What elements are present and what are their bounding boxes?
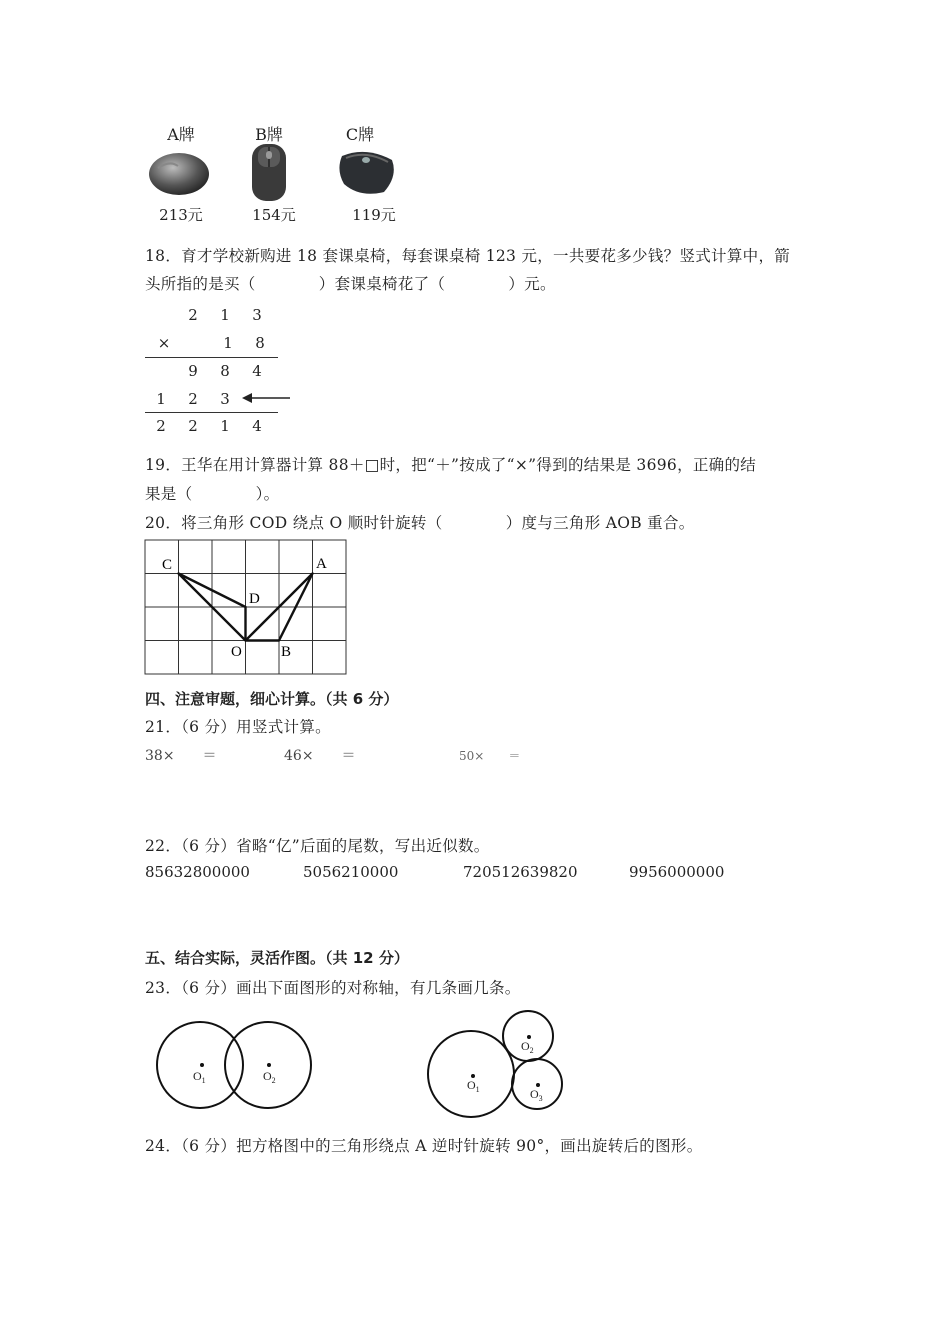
- mouse-c-image: [336, 146, 398, 198]
- q21-text: 21．（6 分）用竖式计算。: [145, 718, 331, 736]
- label-a: A: [316, 556, 327, 572]
- calc-digit: 8: [255, 334, 265, 352]
- mouse-b-price: 154元: [252, 206, 296, 224]
- section5-heading: 五、结合实际，灵活作图。（共 12 分）: [145, 949, 409, 967]
- calc-row1: [177, 306, 273, 324]
- q18-line2: 头所指的是买（ ）套课桌椅花了（ ）元。: [145, 275, 556, 293]
- q18-line1: 18．育才学校新购进 18 套课桌椅，每套课桌椅 123 元，一共要花多少钱？竖式计算中，箭: [145, 247, 791, 265]
- calc-digit: 2: [188, 417, 198, 435]
- mouse-a-label: A牌: [167, 125, 195, 144]
- mouse-a-price: 213元: [159, 206, 203, 224]
- mouse-c-label: C牌: [345, 125, 375, 144]
- calc-digit: 9: [188, 362, 198, 380]
- circle-large-o1: [428, 1031, 514, 1117]
- calc-digit: 2: [188, 390, 198, 408]
- svg-text:O1: $O_1$: [193, 1069, 206, 1085]
- calc-digit: 3: [220, 390, 230, 408]
- mouse-a-image: [148, 150, 214, 200]
- calc-digit: 1: [156, 390, 166, 408]
- q24-text: 24．（6 分）把方格图中的三角形绕点 A 逆时针旋转 90°，画出旋转后的图形。: [145, 1137, 703, 1155]
- q22-number-2: 5056210000: [303, 863, 399, 881]
- calc-digit: 1: [220, 417, 230, 435]
- calc-row5: [145, 417, 273, 435]
- label-b: B: [281, 644, 292, 660]
- q22-number-1: 85632800000: [145, 863, 250, 881]
- q22-text: 22．（6 分）省略“亿”后面的尾数，写出近似数。: [145, 837, 490, 855]
- label-d: D: [249, 591, 260, 607]
- label-c: C: [162, 557, 173, 573]
- q20-text: 20．将三角形 COD 绕点 O 顺时针旋转（ ）度与三角形 AOB 重合。: [145, 514, 695, 532]
- mouse-b-image: [250, 143, 290, 203]
- calc-line-1: [145, 357, 278, 358]
- multiply-sign: ×: [157, 334, 171, 352]
- q23-text: 23．（6 分）画出下面图形的对称轴，有几条画几条。: [145, 979, 521, 997]
- calc-row3: [177, 362, 273, 380]
- q21-expr-1: 38× ＝: [145, 748, 217, 764]
- svg-text:O2: $O_2$: [521, 1039, 534, 1055]
- calc-digit: 3: [252, 306, 262, 324]
- q21-expr-2: 46× ＝: [284, 748, 356, 764]
- q22-number-3: 720512639820: [463, 863, 578, 881]
- svg-text:O2: $O_2$: [263, 1069, 276, 1085]
- q19-line1: 19．王华在用计算器计算 88＋□时，把“＋”按成了“×”得到的结果是 3696，正确的结: [145, 456, 757, 474]
- mouse-c-block: [295, 122, 425, 145]
- calc-digit: 1: [220, 306, 230, 324]
- mouse-b-label: B牌: [255, 125, 283, 144]
- calc-row2: [148, 334, 276, 352]
- rotation-grid-figure: [140, 536, 355, 678]
- svg-text:O1: $O_1$: [467, 1078, 480, 1094]
- calc-digit: 4: [252, 362, 262, 380]
- calc-digit: 2: [156, 417, 166, 435]
- svg-text:O3: $O_3$: [530, 1087, 543, 1103]
- calc-digit: 1: [223, 334, 233, 352]
- section4-heading: 四、注意审题，细心计算。（共 6 分）: [145, 690, 399, 708]
- arrow-left-icon: [240, 390, 292, 406]
- mouse-c-price: 119元: [352, 206, 396, 224]
- calc-digit: 2: [188, 306, 198, 324]
- q19-line2: 果是（ ）。: [145, 485, 280, 503]
- label-o: O: [231, 644, 242, 660]
- three-circles-figure: [425, 1008, 567, 1120]
- calc-row4: [145, 390, 241, 408]
- q22-number-4: 9956000000: [629, 863, 725, 881]
- two-circles-figure: [155, 1018, 315, 1114]
- calc-line-2: [145, 412, 278, 413]
- q21-expr-3: 50× ＝: [459, 749, 521, 763]
- calc-digit: 8: [220, 362, 230, 380]
- calc-digit: 4: [252, 417, 262, 435]
